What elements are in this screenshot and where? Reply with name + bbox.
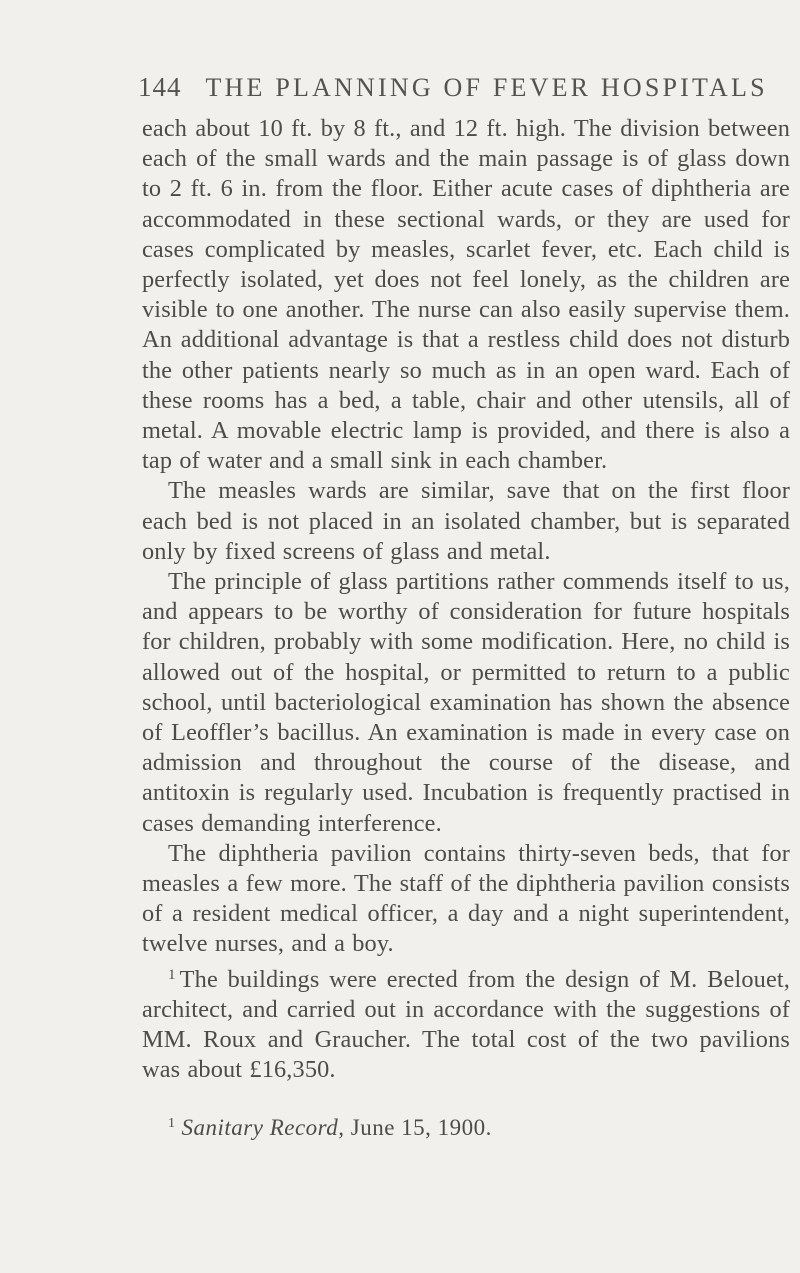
running-head (138, 72, 790, 112)
body-text (142, 114, 790, 1086)
footnote (168, 1110, 790, 1142)
note-marker: 1 (168, 966, 176, 983)
running-title: THE PLANNING OF FEVER HOSPITALS (205, 73, 768, 102)
paragraph-glass-partitions: The principle of glass partitions rather commends itself to us, and appears to be worthy of consideration for future hospitals for children, probably with some modification. Here, no child is allowed out of the hospital, or permitted to return to a public school, until bacteriological examination has shown the absence of Leoffler’s bacillus. An examination is made in every case on admission and throughout the course of the disease, and antitoxin is regularly used. Incubation is frequently practised in cases demanding interference. (142, 568, 790, 837)
paragraph-diphtheria-pavilion: The diphtheria pavilion contains thirty-seven beds, that for measles a few more. The staff of the diphtheria pavilion consists of a resident medical officer, a day and a night superintendent, twelve nurses, and a boy. (142, 839, 790, 958)
paragraph-measles-wards: The measles wards are similar, save that on the first floor each bed is not placed in an isolated chamber, but is separated only by fixed screens of glass and metal. (142, 477, 790, 565)
footnote-marker: 1 (168, 1115, 176, 1131)
footnote-date: June 15, 1900. (350, 1114, 492, 1140)
book-page (138, 72, 790, 1142)
note-paragraph-text: The buildings were erected from the design of M. Belouet, architect, and carried out in accordance with the suggestions of MM. Roux and Graucher. The total cost of the two pavilions was about £16,350. (142, 965, 790, 1084)
footnote-source: Sanitary Record, (181, 1114, 345, 1140)
page-number: 144 (138, 72, 182, 102)
paragraph-wards: each about 10 ft. by 8 ft., and 12 ft. high. The division between each of the small wards and the main passage is of glass down to 2 ft. 6 in. from the floor. Either acute cases of diphtheria are accommodated in these sectional wards, or they are used for cases complicated by measles, scarlet fever, etc. Each child is perfectly isolated, yet does not feel lonely, as the children are visible to one another. The nurse can also easily supervise them. An additional advantage is that a restless child does not disturb the other patients nearly so much as in an open ward. Each of these rooms has a bed, a table, chair and other utensils, all of metal. A movable electric lamp is provided, and there is also a tap of water and a small sink in each chamber. (142, 115, 790, 475)
paragraph-buildings (142, 960, 790, 1086)
